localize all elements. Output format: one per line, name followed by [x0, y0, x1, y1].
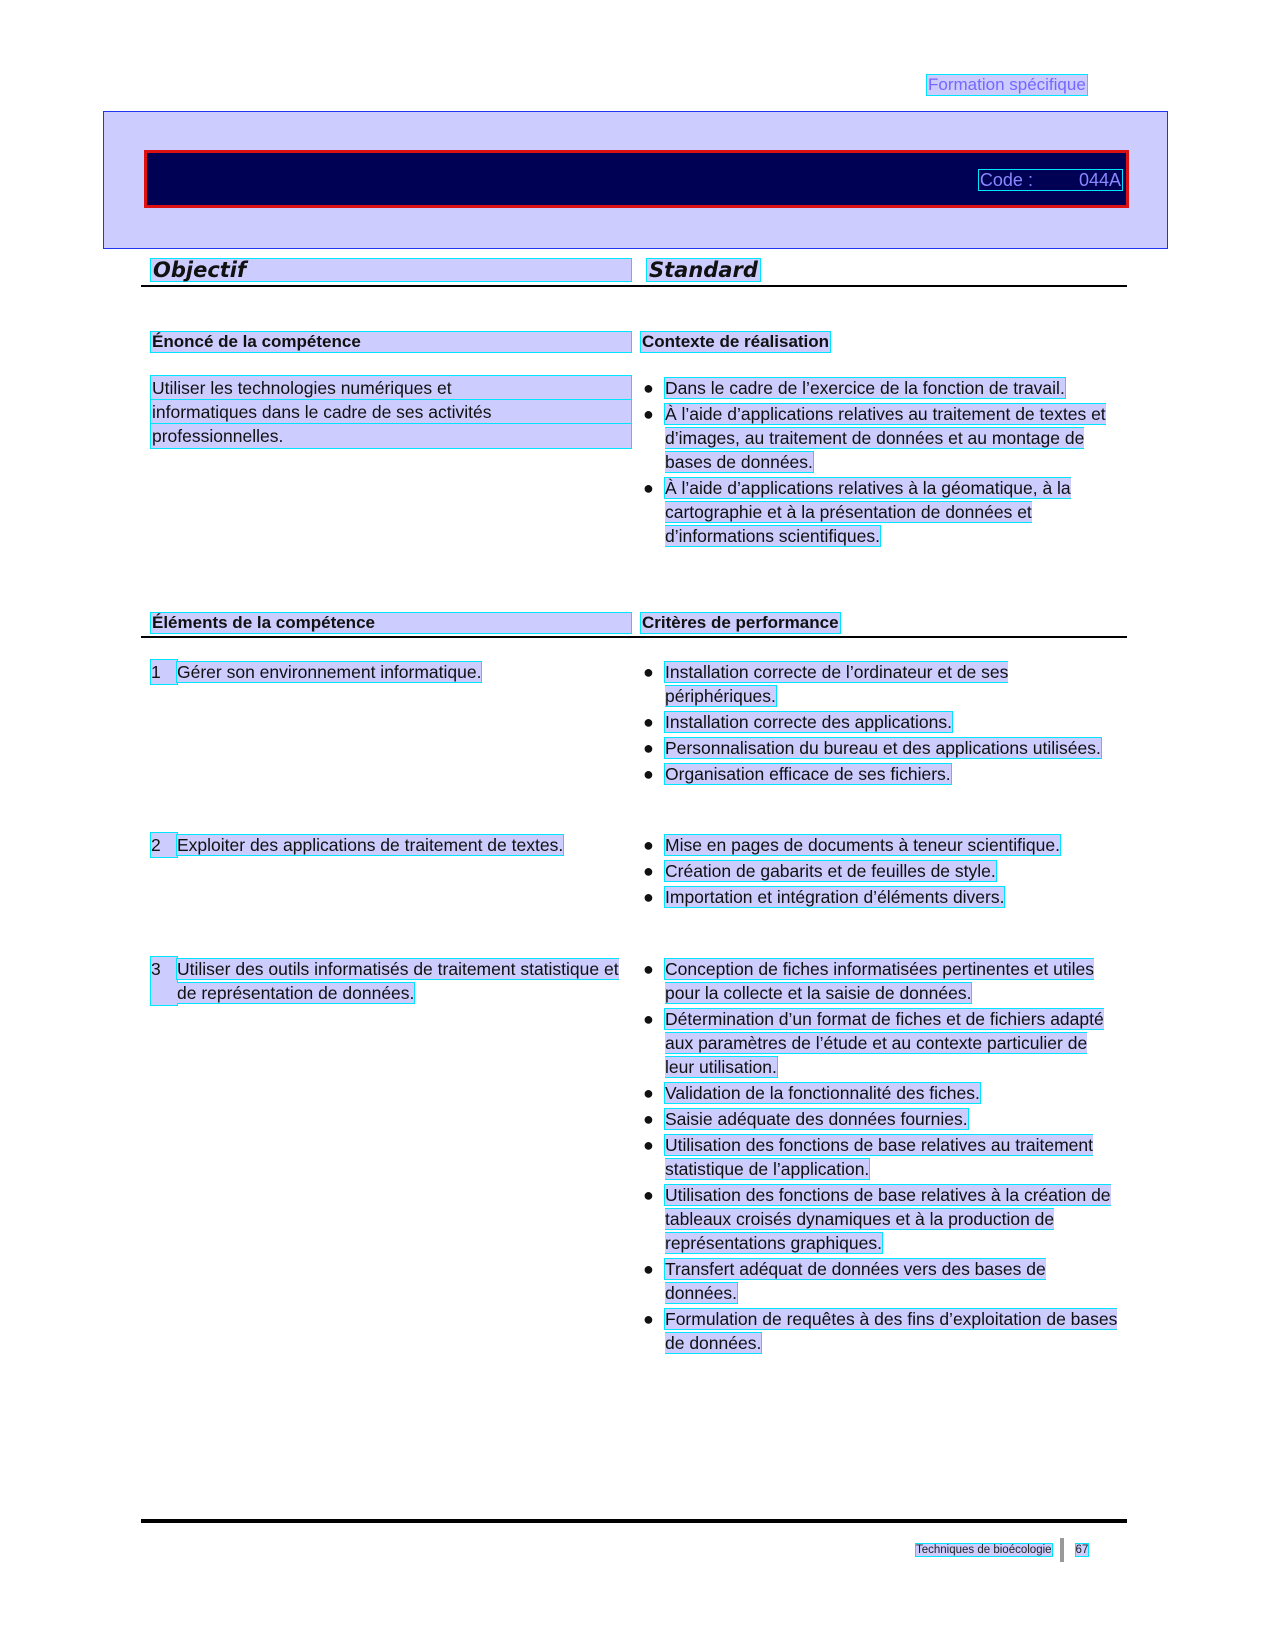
element-number: 2 — [151, 833, 177, 857]
list-item: ● Mise en pages de documents à teneur scientifique. — [643, 835, 1060, 855]
list-item: ● Validation de la fonctionnalité des fiches. — [643, 1083, 980, 1103]
list-item: ● Conception de fiches informatisées pertinentes et utiles pour la collecte et la saisie de données. — [643, 959, 1094, 1003]
element-text: Gérer son environnement informatique. — [177, 662, 482, 682]
element-number: 3 — [151, 957, 177, 1005]
context-list — [641, 376, 1121, 550]
footer-divider — [141, 1519, 1127, 1523]
heading-divider — [141, 285, 1127, 287]
bullet-icon: ● — [643, 1309, 654, 1329]
list-item: ● Utilisation des fonctions de base relatives au traitement statistique de l’application. — [643, 1135, 1094, 1179]
element-number: 1 — [151, 660, 177, 684]
list-item: ● À l’aide d’applications relatives à la géomatique, à la cartographie et à la présentation de données et d’informations scientifiques. — [643, 478, 1071, 546]
bullet-icon: ● — [643, 1135, 654, 1155]
bullet-icon: ● — [643, 1109, 654, 1129]
bullet-icon: ● — [643, 1009, 654, 1029]
header-band — [103, 111, 1168, 249]
page-footer — [916, 1538, 1088, 1562]
list-item: ● Importation et intégration d’éléments divers. — [643, 887, 1005, 907]
code-value: 044A — [1078, 170, 1121, 190]
objective-heading: Objectif — [151, 259, 631, 281]
elements-divider — [141, 636, 1127, 638]
list-item: ● Personnalisation du bureau et des applications utilisées. — [643, 738, 1101, 758]
element-item — [151, 833, 641, 857]
bullet-icon: ● — [643, 959, 654, 979]
criteria-list — [641, 833, 1121, 911]
bullet-icon: ● — [643, 887, 654, 907]
list-item: ● Formulation de requêtes à des fins d’exploitation de bases de données. — [643, 1309, 1118, 1353]
section-label: Formation spécifique — [928, 75, 1086, 94]
bullet-icon: ● — [643, 764, 654, 784]
list-item: ● Saisie adéquate des données fournies. — [643, 1109, 968, 1129]
element-text: Exploiter des applications de traitement de textes. — [177, 835, 564, 855]
criteria-list — [641, 957, 1121, 1357]
list-item: ● Détermination d’un format de fiches et de fichiers adapté aux paramètres de l’étude et au contexte particulier de leur utilisation. — [643, 1009, 1104, 1077]
page-number: 67 — [1075, 1544, 1089, 1556]
bullet-icon: ● — [643, 1259, 654, 1279]
list-item: ● Organisation efficace de ses fichiers. — [643, 764, 951, 784]
criteria-list — [641, 660, 1121, 788]
bullet-icon: ● — [643, 738, 654, 758]
competence-line: Utiliser les technologies numériques et — [151, 376, 631, 400]
bullet-icon: ● — [643, 1083, 654, 1103]
program-name: Techniques de bioécologie — [916, 1544, 1052, 1556]
bullet-icon: ● — [643, 861, 654, 881]
list-item: ● Dans le cadre de l’exercice de la fonction de travail. — [643, 378, 1065, 398]
context-title: Contexte de réalisation — [642, 332, 830, 351]
bullet-icon: ● — [643, 1185, 654, 1205]
element-item — [151, 660, 641, 684]
element-text: Utiliser des outils informatisés de traitement statistique et de représentation de données. — [177, 959, 619, 1003]
code-label: Code : — [979, 170, 1033, 190]
list-item: ● Installation correcte des applications. — [643, 712, 952, 732]
criteria-title: Critères de performance — [642, 613, 839, 632]
bullet-icon: ● — [643, 835, 654, 855]
competency-code — [979, 170, 1122, 190]
list-item: ● Création de gabarits et de feuilles de style. — [643, 861, 996, 881]
competence-title: Énoncé de la compétence — [151, 332, 631, 352]
footer-separator — [1060, 1538, 1064, 1562]
list-item: ● Transfert adéquat de données vers des bases de données. — [643, 1259, 1046, 1303]
list-item: ● Utilisation des fonctions de base relatives à la création de tableaux croisés dynamiques et à la production de représentations graphiques. — [643, 1185, 1111, 1253]
elements-title: Éléments de la compétence — [151, 613, 631, 633]
bullet-icon: ● — [643, 712, 654, 732]
list-item: ● À l’aide d’applications relatives au traitement de textes et d’images, au traitement de données et au montage de bases de données. — [643, 404, 1106, 472]
bullet-icon: ● — [643, 404, 654, 424]
competence-line: informatiques dans le cadre de ses activités — [151, 400, 631, 424]
list-item: ● Installation correcte de l’ordinateur et de ses périphériques. — [643, 662, 1009, 706]
bullet-icon: ● — [643, 478, 654, 498]
bullet-icon: ● — [643, 662, 654, 682]
element-item — [151, 957, 641, 1005]
bullet-icon: ● — [643, 378, 654, 398]
competence-statement — [151, 376, 631, 448]
competence-line: professionnelles. — [151, 424, 631, 448]
standard-heading: Standard — [649, 258, 758, 282]
title-bar — [144, 150, 1129, 208]
